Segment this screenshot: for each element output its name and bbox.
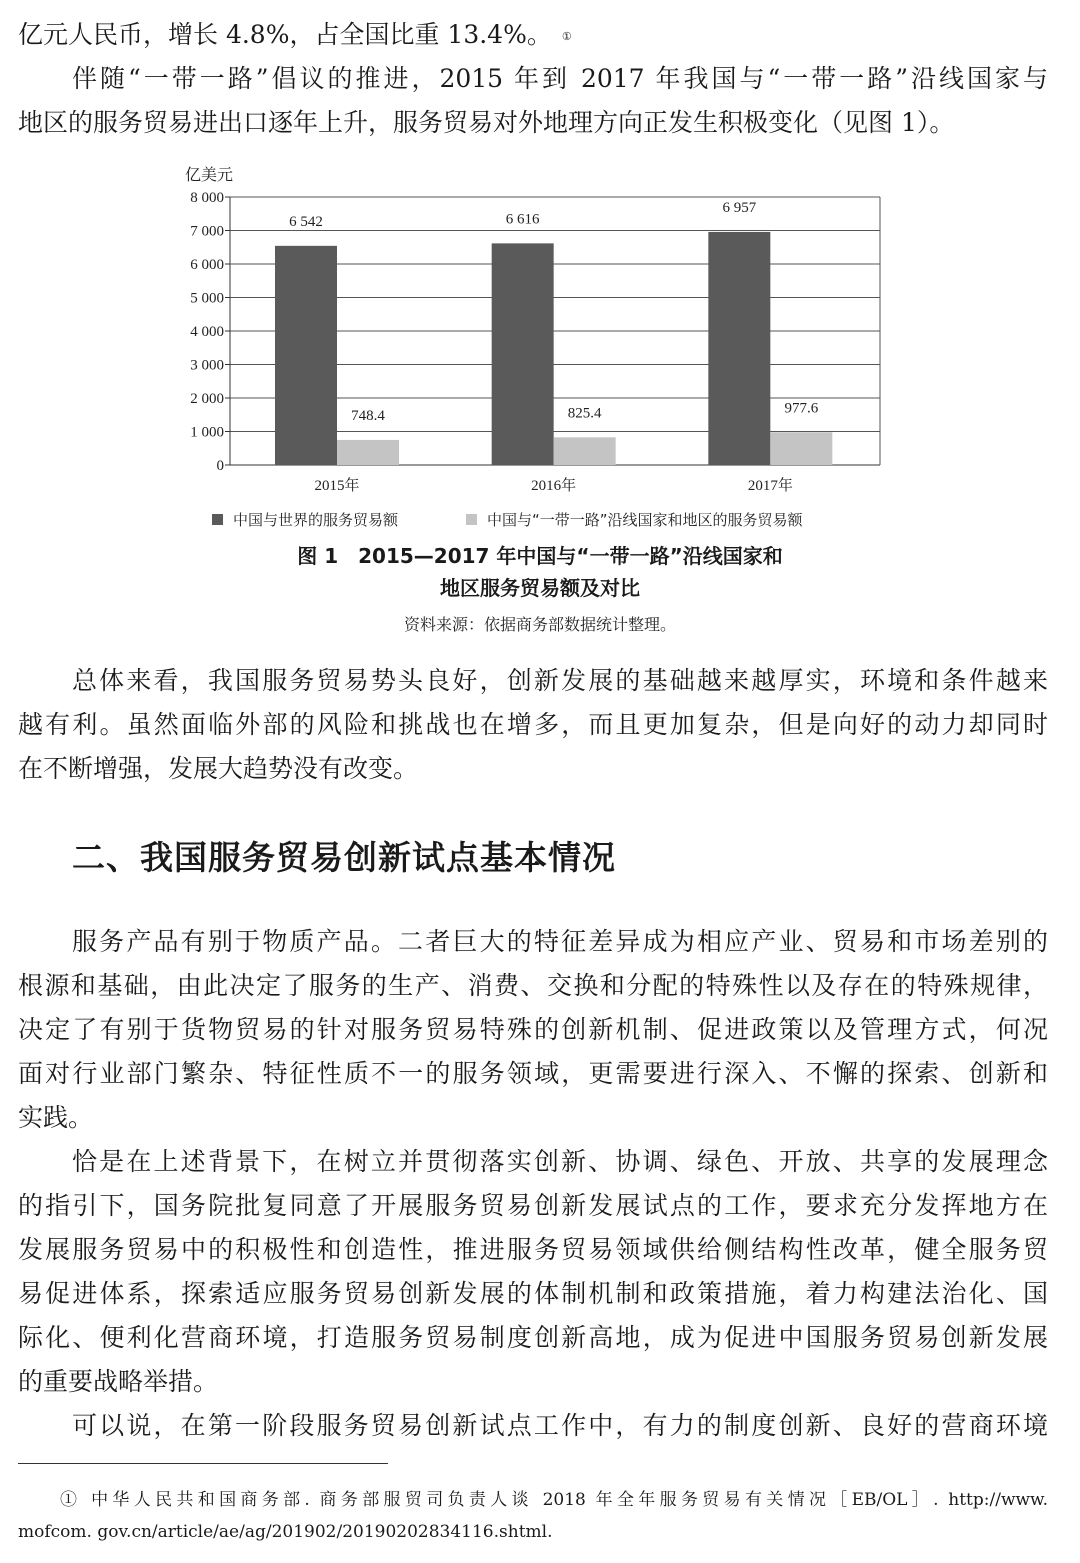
footnote-text: ① 中华人民共和国商务部. 商务部服贸司负责人谈 2018 年全年服务贸易有关情况［EB/OL］. http://www. [60, 1490, 1048, 1510]
legend-swatch-world [212, 514, 223, 525]
y-tick-label: 7 000 [190, 223, 224, 240]
paragraph-line: 的指引下，国务院批复同意了开展服务贸易创新发展试点的工作，要求充分发挥地方在 [18, 1191, 1048, 1220]
paragraph-line: 根源和基础，由此决定了服务的生产、消费、交换和分配的特殊性以及存在的特殊规律， [18, 971, 1048, 1000]
legend-label-world: 中国与世界的服务贸易额 [233, 510, 399, 529]
bar-value-label: 748.4 [351, 407, 385, 424]
x-tick-label: 2017年 [747, 478, 793, 494]
y-tick-label: 5 000 [190, 290, 224, 307]
legend-swatch-belt-road [466, 514, 477, 525]
bar-belt-road [554, 437, 616, 465]
y-tick-label: 1 000 [190, 424, 224, 441]
paragraph-line: 越有利。虽然面临外部的风险和挑战也在增多，而且更加复杂，但是向好的动力却同时 [18, 710, 1048, 739]
y-tick-label: 3 000 [190, 357, 224, 374]
y-tick-label: 4 000 [190, 324, 224, 340]
bar-belt-road [770, 432, 832, 465]
bar-value-label: 6 542 [289, 213, 323, 230]
paragraph-line: 在不断增强，发展大趋势没有改变。 [18, 754, 419, 783]
footnote-divider [18, 1463, 388, 1464]
paragraph-line: 地区的服务贸易进出口逐年上升，服务贸易对外地理方向正发生积极变化（见图 1）。 [18, 108, 955, 137]
legend-item-world [212, 508, 398, 530]
paragraph-line: 可以说，在第一阶段服务贸易创新试点工作中，有力的制度创新、良好的营商环境 [72, 1411, 1048, 1440]
figure-title: 图 1 2015—2017 年中国与“一带一路”沿线国家和 [297, 544, 783, 568]
paragraph-line: 易促进体系，探索适应服务贸易创新发展的体制机制和政策措施，着力构建法治化、国 [18, 1279, 1048, 1308]
y-axis-unit-label: 亿美元 [185, 167, 234, 184]
paragraph-line: 总体来看，我国服务贸易势头良好，创新发展的基础越来越厚实，环境和条件越来 [72, 666, 1048, 695]
bar-value-label: 825.4 [567, 405, 602, 422]
section-heading: 二、我国服务贸易创新试点基本情况 [72, 838, 616, 877]
y-tick-label: 8 000 [190, 190, 224, 206]
bar-value-label: 6 957 [722, 199, 757, 216]
bar-world [492, 243, 554, 465]
y-tick-label: 2 000 [190, 391, 224, 407]
figure-source: 资料来源：依据商务部数据统计整理。 [403, 615, 676, 634]
legend-label-belt-road: 中国与“一带一路”沿线国家和地区的服务贸易额 [487, 510, 803, 529]
paragraph-line: 的重要战略举措。 [18, 1367, 219, 1396]
bar-world [275, 246, 337, 465]
paragraph-line: 决定了有别于货物贸易的针对服务贸易特殊的创新机制、促进政策以及管理方式，何况 [18, 1015, 1048, 1044]
paragraph-line: 实践。 [18, 1103, 94, 1132]
legend-item-belt-road [466, 508, 803, 530]
y-tick-label: 0 [216, 458, 224, 474]
bar-world [708, 232, 770, 465]
paragraph-line: 亿元人民币，增长 4.8%，占全国比重 13.4%。 ① [18, 20, 572, 49]
x-tick-label: 2015年 [314, 478, 360, 494]
paragraph-line: 恰是在上述背景下，在树立并贯彻落实创新、协调、绿色、开放、共享的发展理念 [72, 1147, 1048, 1176]
x-tick-label: 2016年 [531, 478, 577, 494]
footnote-text: mofcom. gov.cn/article/ae/ag/201902/20190202834116.shtml. [18, 1522, 553, 1542]
paragraph-line: 发展服务贸易中的积极性和创造性，推进服务贸易领域供给侧结构性改革，健全服务贸 [18, 1235, 1048, 1264]
paragraph-line: 服务产品有别于物质产品。二者巨大的特征差异成为相应产业、贸易和市场差别的 [72, 927, 1048, 956]
y-tick-label: 6 000 [190, 257, 224, 273]
paragraph-line: 面对行业部门繁杂、特征性质不一的服务领域，更需要进行深入、不懈的探索、创新和 [18, 1059, 1048, 1088]
bar-belt-road [337, 440, 399, 465]
figure-title-line2: 地区服务贸易额及对比 [440, 576, 640, 600]
paragraph-line: 际化、便利化营商环境，打造服务贸易制度创新高地，成为促进中国服务贸易创新发展 [18, 1323, 1048, 1352]
footnote-marker[interactable]: ① [561, 30, 572, 43]
bar-value-label: 977.6 [784, 400, 819, 417]
bar-value-label: 6 616 [505, 211, 540, 228]
paragraph-line: 伴随“一带一路”倡议的推进，2015 年到 2017 年我国与“一带一路”沿线国家与 [72, 64, 1048, 93]
